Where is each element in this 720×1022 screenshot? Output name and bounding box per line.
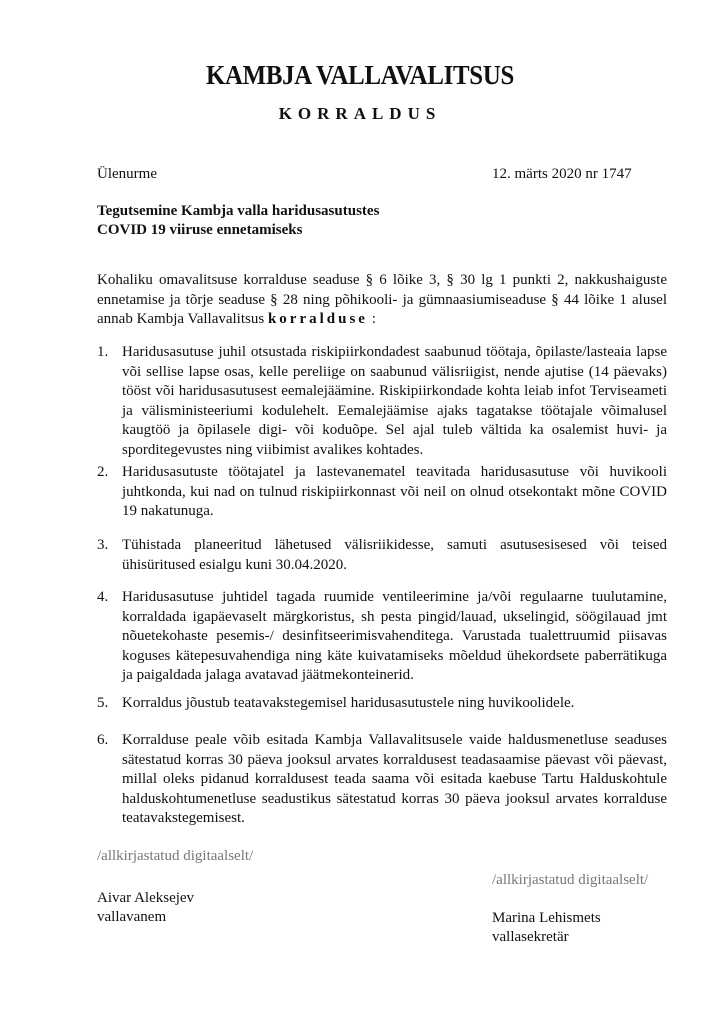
item-number: 6. [97, 732, 109, 748]
subject-line-1: Tegutsemine Kambja valla haridusasutustes [97, 203, 380, 219]
item-text: Haridusasutuse juhil otsustada riskipiirkondadest saabunud töötaja, õpilaste/lasteaia lapse või sellise lapse osas, kelle pereliige on saabunud välisriigist, nende ajutise (14 päevaks) tööst või haridusasutusest eemalejäämine. Riskipiirkondade kohta leiab infot Terviseameti ja välisministeeriumi kodulehelt. Eemalejäämise ajaks tagatakse töötajale võimalusel kaugtöö ja õpilasele digi- või koduõpe. Sel ajal tuleb vältida ka osalemist huvi- ja sporditegevustes ning viibimist avalikes kohtades. [122, 344, 667, 458]
intro-paragraph [97, 271, 667, 330]
list-item [97, 536, 667, 575]
item-number: 5. [97, 695, 109, 711]
list-item [97, 588, 667, 686]
list-item [97, 731, 667, 829]
item-text: Korralduse peale võib esitada Kambja Vallavalitsusele vaide haldusmenetluse seaduses sätestatud korras 30 päeva jooksul arvates korraldusest teadasaamise päevast või päevast, millal oleks pidanud korraldusest teada saama või esitada kaebuse Tartu Halduskohtule halduskohtumenetluse seadustikus sätestatud korras 30 päeva jooksul arvates korralduse teatavakstegemisest. [122, 732, 667, 826]
organization-title: KAMBJA VALLAVALITSUS [205, 60, 515, 90]
signatory-name: Aivar Aleksejev [97, 890, 195, 906]
signatory-title: vallasekretär [492, 929, 569, 945]
item-number: 3. [97, 537, 109, 553]
signatory-title: vallavanem [97, 909, 167, 925]
place: Ülenurme [97, 166, 157, 182]
item-number: 1. [97, 344, 109, 360]
intro-suffix: : [371, 311, 376, 327]
list-item [97, 694, 667, 714]
subject-line-2: COVID 19 viiruse ennetamiseks [97, 222, 303, 238]
list-item [97, 343, 667, 460]
subject-heading [97, 202, 379, 240]
signatory-name: Marina Lehismets [492, 910, 601, 926]
signatory-left [97, 889, 194, 927]
item-text: Tühistada planeeritud lähetused välisriikidesse, samuti asutusesisesed või teised ühisüritused esialgu kuni 30.04.2020. [122, 537, 667, 573]
item-text: Haridusasutuse juhtidel tagada ruumide ventileerimine ja/või regulaarne tuulutamine, korraldada igapäevaselt märgkoristus, sh pesta pingid/lauad, ukselingid, söögilauad jmt nõuetekohaste pesemis-/ desinfitseerimisvahenditega. Varustada tualettruumid piisavas koguses kätepesuvahendiga ning käte kuivatamiseks mõeldud ühekordsete paberrätikuga ja paigaldada jalaga avatavad jäätmekonteinerid. [122, 589, 667, 683]
item-number: 4. [97, 589, 109, 605]
signature-note-left: /allkirjastatud digitaalselt/ [97, 848, 254, 864]
item-text: Haridusasutuste töötajatel ja lastevanematel teavitada haridusasutuse või huvikooli juhtkonda, kui nad on tulnud riskipiirkonnast või neil on olnud otsekontakt mõne COVID 19 nakatunuga. [122, 464, 667, 519]
intro-emphasis: korralduse [267, 311, 368, 327]
signature-note-right: /allkirjastatud digitaalselt/ [492, 872, 649, 888]
list-item [97, 463, 667, 522]
document-type-heading: KORRALDUS [278, 104, 442, 123]
item-text: Korraldus jõustub teatavakstegemisel haridusasutustele ning huvikoolidele. [122, 695, 575, 711]
date-and-number: 12. märts 2020 nr 1747 [492, 166, 632, 182]
signatory-right [492, 909, 601, 947]
intro-text: Kohaliku omavalitsuse korralduse seaduse § 6 lõike 3, § 30 lg 1 punkti 2, nakkushaiguste ennetamise ja tõrje seaduse § 28 ning põhikooli- ja gümnaasiumiseaduse § 44 lõike 1 alusel annab Kambja Vallavalitsus [97, 272, 667, 327]
item-number: 2. [97, 464, 109, 480]
